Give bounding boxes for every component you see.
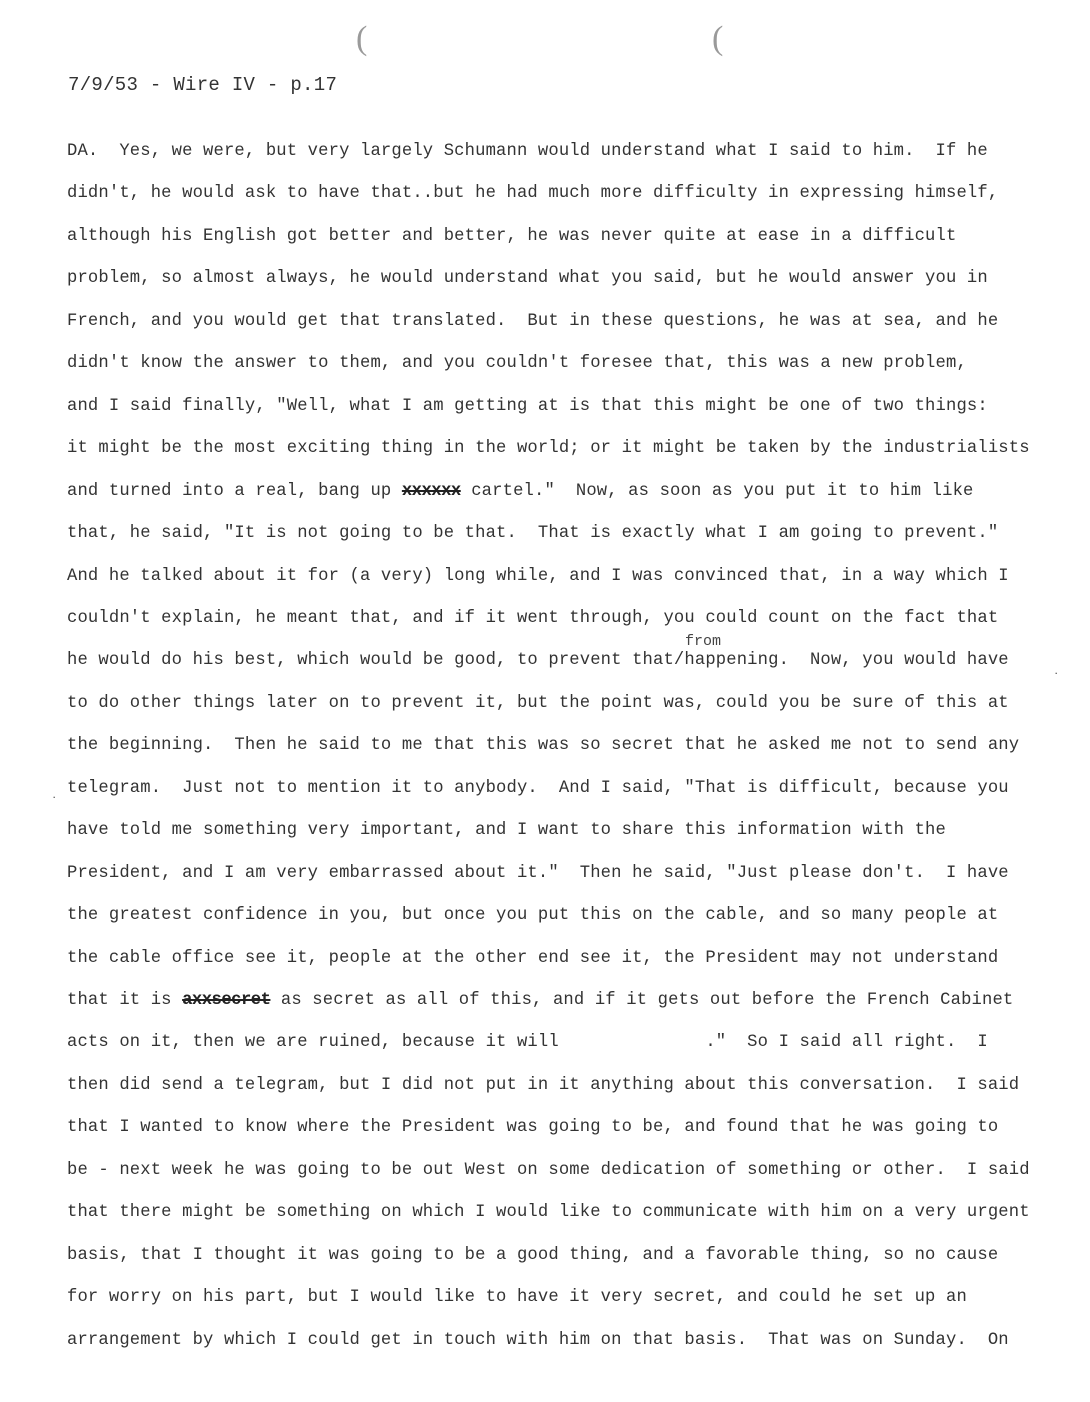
interlinear-insertion: from <box>685 633 722 650</box>
text-line: acts on it, then we are ruined, because it will ." So I said all right. I <box>67 1033 988 1053</box>
text-line: And he talked about it for (a very) long while, and I was convinced that, in a way which I <box>67 566 1009 586</box>
text-line: arrangement by which I could get in touch with him on that basis. That was on Sunday. On <box>67 1330 1009 1350</box>
text-line: President, and I am very embarrassed about it." Then he said, "Just please don't. I have <box>67 863 1009 883</box>
text-line: the greatest confidence in you, but once you put this on the cable, and so many people at <box>67 906 999 926</box>
margin-tick: ˙ <box>50 796 59 812</box>
text-line <box>67 482 974 501</box>
text-line: the beginning. Then he said to me that this was so secret that he asked me not to send any <box>67 736 1020 756</box>
text-line: French, and you would get that translated. But in these questions, he was at sea, and he <box>67 311 999 331</box>
text-line: telegram. Just not to mention it to anybody. And I said, "That is difficult, because you <box>67 778 1009 798</box>
text-line: that I wanted to know where the President was going to be, and found that he was going to <box>67 1118 999 1138</box>
text-line: basis, that I thought it was going to be a good thing, and a favorable thing, so no cause <box>67 1245 999 1265</box>
text-segment: that it is <box>67 991 183 1010</box>
text-line: DA. Yes, we were, but very largely Schumann would understand what I said to him. If he <box>67 142 988 161</box>
text-line: although his English got better and better, he was never quite at ease in a difficult <box>67 226 957 246</box>
text-line: problem, so almost always, he would understand what you said, but he would answer you in <box>67 269 988 289</box>
text-line: didn't know the answer to them, and you couldn't foresee that, this was a new problem, <box>67 354 967 374</box>
text-line: couldn't explain, he meant that, and if it went through, you could count on the fact that <box>67 608 999 628</box>
text-line: he would do his best, which would be good, to prevent that/happening. Now, you would have <box>67 651 1009 671</box>
text-line <box>67 991 1013 1010</box>
text-line: be - next week he was going to be out West on some dedication of something or other. I said <box>67 1160 1030 1180</box>
text-line: that there might be something on which I would like to communicate with him on a very urgent <box>67 1203 1030 1223</box>
text-line: and I said finally, "Well, what I am getting at is that this might be one of two things: <box>67 396 988 416</box>
text-segment: as secret as all of this, and if it gets out before the French Cabinet <box>270 991 1014 1010</box>
page-header: 7/9/53 - Wire IV - p.17 <box>68 74 338 96</box>
punch-mark-right: ( <box>712 20 724 57</box>
text-segment: cartel." Now, as soon as you put it to him like <box>460 481 974 501</box>
text-line: have told me something very important, and I want to share this information with the <box>67 821 946 841</box>
text-line: then did send a telegram, but I did not put in it anything about this conversation. I said <box>67 1075 1020 1095</box>
struck-out-text: xxxxxx <box>401 481 461 501</box>
text-line: it might be the most exciting thing in the world; or it might be taken by the industrialists <box>67 439 1030 459</box>
text-line: the cable office see it, people at the other end see it, the President may not understand <box>67 948 999 968</box>
text-line: that, he said, "It is not going to be that. That is exactly what I am going to prevent." <box>67 524 999 544</box>
margin-tick: ˙ <box>1052 672 1061 688</box>
punch-mark-left: ( <box>356 20 368 57</box>
text-line: didn't, he would ask to have that..but he had much more difficulty in expressing himself, <box>67 184 999 204</box>
text-line: to do other things later on to prevent it, but the point was, could you be sure of this at <box>67 693 1009 713</box>
text-line: for worry on his part, but I would like to have it very secret, and could he set up an <box>67 1288 967 1308</box>
struck-out-text: axxsecret <box>182 991 271 1010</box>
text-segment: and turned into a real, bang up <box>67 481 402 501</box>
